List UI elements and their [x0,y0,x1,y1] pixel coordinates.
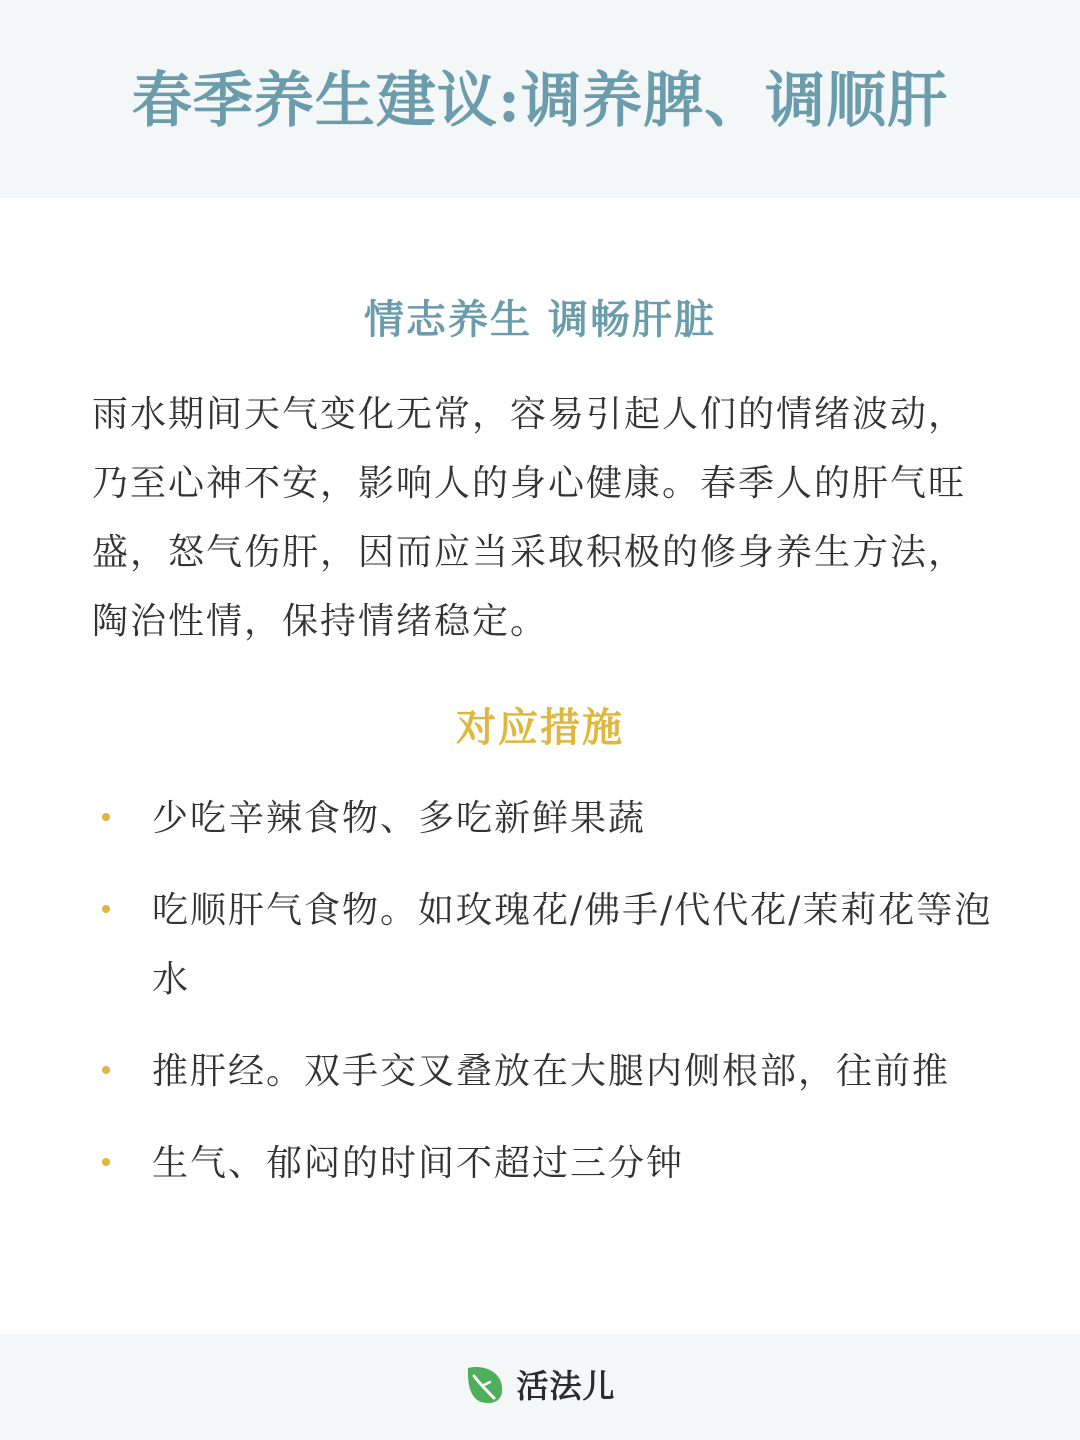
section-title: 情志养生 调畅肝脏 [364,297,716,343]
measure-item-text: 生气、郁闷的时间不超过三分钟 [152,1143,685,1184]
measure-item [92,784,1002,853]
brand-logo-group [464,1361,615,1407]
content-area [0,198,1080,1334]
measure-item [92,1037,1002,1106]
footer-band [0,1334,1080,1440]
measure-item-text: 少吃辛辣食物、多吃新鲜果蔬 [152,798,647,839]
brand-name: 活法儿 [516,1367,616,1405]
bullet-dot-icon [102,813,110,821]
section-paragraph: 雨水期间天气变化无常，容易引起人们的情绪波动，乃至心神不安，影响人的身心健康。春季人的肝气旺盛，怒气伤肝，因而应当采取积极的修身养生方法，陶治性情，保持情绪稳定。 [92,394,967,642]
page-title: 春季养生建议:调养脾、调顺肝 [131,66,949,136]
header-band [0,0,1080,198]
measures-list [92,784,1002,1221]
measure-item [92,1129,1002,1198]
bullet-dot-icon [102,1158,110,1166]
bullet-dot-icon [102,905,110,913]
measure-item-text: 吃顺肝气食物。如玫瑰花/佛手/代代花/茉莉花等泡水 [152,890,993,1000]
leaf-icon [464,1362,508,1406]
measure-item [92,876,1002,1014]
measures-title: 对应措施 [456,705,624,751]
bullet-dot-icon [102,1066,110,1074]
measure-item-text: 推肝经。双手交叉叠放在大腿内侧根部，往前推 [152,1051,951,1092]
